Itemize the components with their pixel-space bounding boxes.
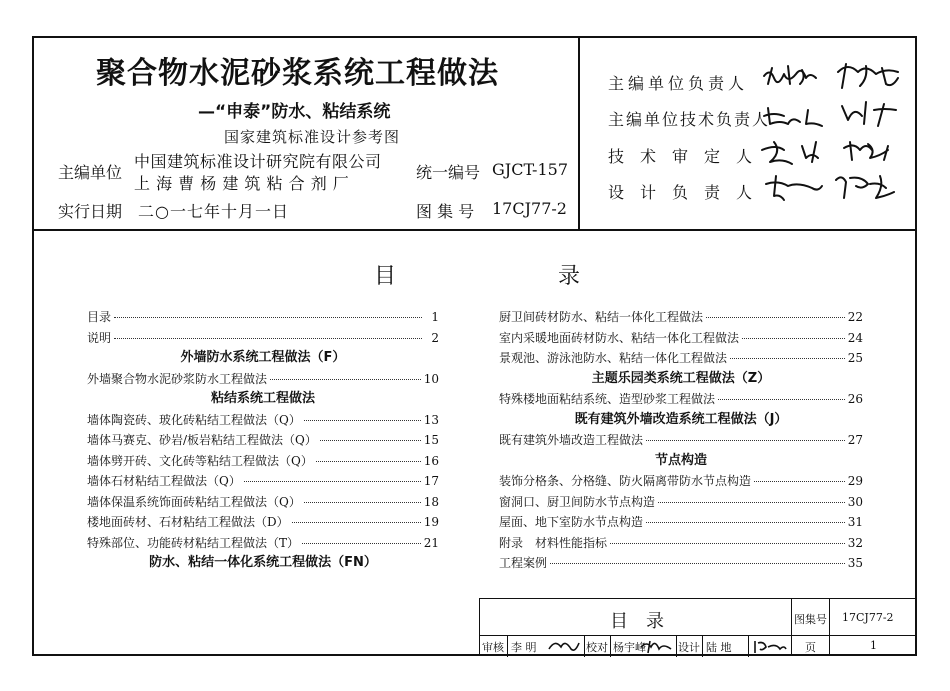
atlas-label: 图 集 号: [416, 202, 475, 221]
toc-entry[interactable]: [87, 512, 439, 533]
toc-entry[interactable]: [87, 410, 439, 431]
toc-entry-page: 25: [847, 351, 863, 365]
reference-label: 国家建筑标准设计参考图: [224, 128, 401, 146]
toc-entry-page: 27: [847, 433, 863, 447]
toc-entry[interactable]: [499, 533, 863, 554]
toc-entry-page: 13: [423, 412, 439, 427]
toc-entry[interactable]: [87, 451, 439, 472]
titleblock-page-value: 1: [870, 639, 877, 652]
toc-entry[interactable]: [87, 328, 439, 349]
toc-entry-label: 景观池、游泳池防水、粘结一体化工程做法: [499, 351, 728, 365]
handwritten-signatures: [758, 58, 908, 218]
toc-leader-dots: [742, 338, 845, 339]
toc-entry-label: 说明: [87, 330, 112, 345]
toc-leader-dots: [244, 481, 421, 482]
titleblock-check-name: 杨宇峰: [613, 641, 646, 654]
toc-leader-dots: [718, 399, 845, 400]
titleblock-design-name: 陆 地: [706, 641, 732, 654]
toc-leader-dots: [730, 358, 845, 359]
toc-entry-page: 24: [847, 330, 863, 345]
signoff-role-2: 主编单位技术负责人: [608, 110, 771, 129]
design-signature: [752, 637, 788, 655]
toc-section-heading: 外墙防水系统工程做法（F）: [180, 350, 346, 365]
toc-entry-page: 35: [847, 556, 863, 570]
toc-heading-left: 目: [374, 264, 397, 289]
toc-entry-label: 外墙聚合物水泥砂浆防水工程做法: [87, 371, 268, 386]
titleblock-atlas-label: 图集号: [794, 613, 827, 626]
toc-entry[interactable]: [499, 348, 863, 369]
toc-leader-dots: [646, 522, 845, 523]
toc-entry-page: 21: [423, 535, 439, 550]
toc-entry-label: 墙体石材粘结工程做法（Q）: [87, 474, 241, 488]
code-value: GJCT-157: [492, 160, 568, 179]
toc-entry-label: 墙体保温系统饰面砖粘结工程做法（Q）: [87, 494, 301, 509]
titleblock-page-label: 页: [805, 641, 816, 654]
toc-leader-dots: [316, 461, 421, 462]
toc-entry[interactable]: [499, 328, 863, 349]
toc-entry-page: 16: [423, 453, 439, 468]
toc-entry-label: 楼地面砖材、石材粘结工程做法（D）: [87, 515, 289, 529]
toc-entry-label: 屋面、地下室防水节点构造: [499, 515, 644, 529]
toc-entry-page: 10: [423, 371, 439, 386]
toc-entry-page: 15: [423, 433, 439, 447]
atlas-value: 17CJ77-2: [492, 199, 567, 218]
toc-entry[interactable]: [499, 512, 863, 533]
toc-leader-dots: [646, 440, 845, 441]
toc-entry[interactable]: [87, 492, 439, 513]
toc-section-heading: 主题乐园类系统工程做法（Z）: [591, 370, 771, 386]
toc-leader-dots: [114, 317, 422, 318]
toc-entry-label: 厨卫间砖材防水、粘结一体化工程做法: [499, 310, 704, 324]
toc-section-heading: 节点构造: [654, 452, 707, 468]
toc-entry-page: 1: [431, 310, 439, 324]
toc-leader-dots: [302, 543, 421, 544]
toc-leader-dots: [304, 502, 421, 503]
toc-leader-dots: [658, 502, 845, 503]
toc-entry[interactable]: [499, 492, 863, 513]
code-label: 统一编号: [416, 163, 481, 182]
title-block: [479, 598, 917, 656]
toc-leader-dots: [270, 379, 421, 380]
toc-entry-page: 18: [423, 494, 439, 509]
toc-right-column: [499, 307, 863, 574]
toc-entry[interactable]: [499, 430, 863, 451]
toc-entry-label: 既有建筑外墙改造工程做法: [499, 433, 644, 447]
toc-section-heading: 粘结系统工程做法: [210, 391, 315, 406]
toc-entry[interactable]: [87, 369, 439, 390]
editor-unit-1: 中国建筑标准设计研究院有限公司: [134, 152, 382, 171]
toc-entry[interactable]: [87, 430, 439, 451]
toc-entry-label: 附录 材料性能指标: [499, 535, 608, 550]
titleblock-review-label: 审核: [482, 641, 504, 654]
toc-entry-page: 26: [847, 392, 863, 406]
toc-entry-label: 墙体马赛克、砂岩/板岩粘结工程做法（Q）: [87, 433, 317, 447]
toc-section-heading: 防水、粘结一体化系统工程做法（FN）: [149, 555, 377, 570]
titleblock-review-name: 李 明: [511, 641, 537, 654]
signoff-role-3: 技术审定人: [608, 147, 769, 166]
toc-leader-dots: [706, 317, 845, 318]
toc-left-column: [87, 307, 439, 574]
toc-entry-label: 目录: [87, 310, 112, 324]
toc-leader-dots: [114, 338, 422, 339]
toc-entry-label: 装饰分格条、分格缝、防火隔离带防水节点构造: [499, 474, 752, 488]
toc-entry-page: 19: [423, 515, 439, 529]
toc-entry-label: 墙体劈开砖、文化砖等粘结工程做法（Q）: [87, 453, 313, 468]
review-signature: [546, 637, 582, 655]
toc-entry-label: 窗洞口、厨卫间防水节点构造: [499, 494, 656, 509]
check-signature: [638, 637, 674, 655]
page-title: 聚合物水泥砂浆系统工程做法: [96, 56, 499, 91]
toc-section-heading: 既有建筑外墙改造系统工程做法（J）: [574, 411, 788, 427]
toc-entry-page: 17: [423, 474, 439, 488]
toc-leader-dots: [610, 543, 845, 544]
toc-entry-label: 特殊楼地面粘结系统、造型砂浆工程做法: [499, 392, 716, 406]
titleblock-design-label: 设计: [678, 641, 700, 654]
toc-entry[interactable]: [87, 307, 439, 328]
editor-label: 主编单位: [58, 163, 123, 182]
toc-entry[interactable]: [87, 471, 439, 492]
toc-heading-right: 录: [558, 264, 581, 289]
impl-date-label: 实行日期: [58, 202, 123, 221]
toc-entry[interactable]: [499, 389, 863, 410]
toc-leader-dots: [754, 481, 845, 482]
header-vertical-divider: [578, 36, 580, 230]
toc-entry-page: 30: [847, 494, 863, 509]
toc-entry-label: 特殊部位、功能砖材粘结工程做法（T）: [87, 535, 300, 550]
toc-leader-dots: [550, 563, 845, 564]
toc-leader-dots: [320, 440, 421, 441]
toc-leader-dots: [304, 420, 421, 421]
editor-unit-2: 上 海 曹 杨 建 筑 粘 合 剂 厂: [134, 174, 350, 193]
header-divider: [32, 229, 917, 231]
toc-entry-page: 22: [847, 310, 863, 324]
toc-leader-dots: [292, 522, 421, 523]
toc-entry[interactable]: [499, 553, 863, 574]
titleblock-name: 目 录: [610, 611, 664, 632]
titleblock-atlas-value: 17CJ77-2: [842, 611, 894, 624]
signoff-role-1: 主编单位负责人: [608, 74, 749, 93]
toc-entry-label: 室内采暖地面砖材防水、粘结一体化工程做法: [499, 330, 740, 345]
toc-entry-label: 墙体陶瓷砖、玻化砖粘结工程做法（Q）: [87, 412, 301, 427]
toc-entry-label: 工程案例: [499, 556, 548, 570]
toc-entry-page: 29: [847, 474, 863, 488]
signoff-role-4: 设计负责人: [608, 183, 769, 202]
titleblock-check-label: 校对: [586, 641, 608, 654]
toc-entry[interactable]: [499, 307, 863, 328]
toc-entry[interactable]: [499, 471, 863, 492]
toc-entry-page: 32: [847, 535, 863, 550]
toc-entry[interactable]: [87, 533, 439, 554]
impl-date: 二○一七年十月一日: [138, 202, 289, 221]
toc-entry-page: 31: [847, 515, 863, 529]
page-subtitle: —“申泰”防水、粘结系统: [198, 102, 391, 122]
toc-entry-page: 2: [431, 330, 439, 345]
